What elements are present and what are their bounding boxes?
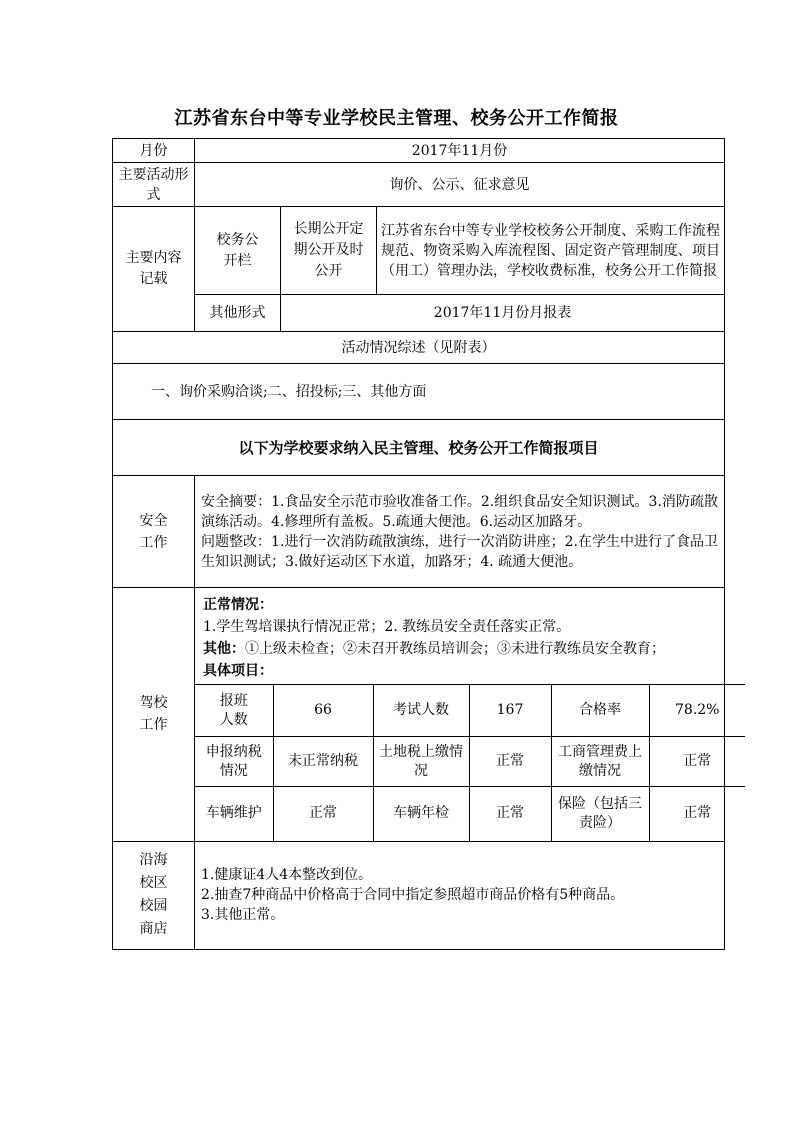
other-form-label: 其他形式 xyxy=(195,295,281,332)
table-row xyxy=(195,787,745,841)
exam-count-label: 考试人数 xyxy=(373,685,469,737)
month-value: 2017年11月份 xyxy=(195,139,725,163)
month-row xyxy=(113,139,725,163)
exam-count-value: 167 xyxy=(469,685,551,737)
required-items-heading: 以下为学校要求纳入民主管理、校务公开工作简报项目 xyxy=(113,420,725,476)
table-row xyxy=(195,737,745,787)
pass-rate-value: 78.2% xyxy=(649,685,745,737)
store-content xyxy=(195,841,725,949)
safety-row xyxy=(113,476,725,588)
activity-form-row xyxy=(113,163,725,207)
activity-summary-value: 一、询价采购洽谈;二、招投标;三、其他方面 xyxy=(113,364,725,420)
vehicle-maintenance-value: 正常 xyxy=(273,787,373,841)
annual-inspection-label: 车辆年检 xyxy=(373,787,469,841)
driving-other-heading: 其他： xyxy=(203,641,245,657)
driving-other-text: ①上级未检查；②未召开教练员培训会；③未进行教练员安全教育； xyxy=(245,641,665,657)
other-form-value: 2017年11月份月报表 xyxy=(281,295,725,332)
activity-summary-label: 活动情况综述（见附表） xyxy=(113,332,725,364)
vehicle-maintenance-label: 车辆维护 xyxy=(195,787,273,841)
safety-issues: 问题整改：1.进行一次消防疏散演练，进行一次消防讲座；2.在学生中进行了食品卫生知识测试；3.做好运动区下水道，加路牙；4. 疏通大便池。 xyxy=(201,533,719,570)
board-row xyxy=(113,207,725,295)
activity-form-label: 主要活动形式 xyxy=(113,163,195,207)
report-table xyxy=(112,138,725,950)
pass-rate-label: 合格率 xyxy=(551,685,649,737)
enrollment-label: 报班人数 xyxy=(195,685,273,737)
driving-row xyxy=(113,588,725,842)
store-line: 2.抽查7种商品中价格高于合同中指定参照超市商品价格有5种商品。 xyxy=(201,887,625,903)
main-content-label: 主要内容记载 xyxy=(113,207,195,332)
driving-normal-text: 1.学生驾培课执行情况正常；2. 教练员安全责任落实正常。 xyxy=(203,619,571,635)
land-tax-value: 正常 xyxy=(469,737,551,787)
driving-other xyxy=(203,638,716,660)
safety-content xyxy=(195,476,725,588)
insurance-label: 保险（包括三责险） xyxy=(551,787,649,841)
page-title: 江苏省东台中等专业学校民主管理、校务公开工作简报 xyxy=(174,108,619,129)
board-types: 长期公开定期公开及时公开 xyxy=(281,207,377,295)
board-content: 江苏省东台中等专业学校校务公开制度、采购工作流程规范、物资采购入库流程图、固定资产管理制度、项目（用工）管理办法，学校收费标准，校务公开工作简报 xyxy=(377,207,725,295)
driving-items-heading: 具体项目： xyxy=(203,663,273,679)
land-tax-label: 土地税上缴情况 xyxy=(373,737,469,787)
activity-summary-value-row xyxy=(113,364,725,420)
business-fee-value: 正常 xyxy=(649,737,745,787)
tax-value: 未正常纳税 xyxy=(273,737,373,787)
driving-label: 驾校工作 xyxy=(113,588,195,842)
insurance-value: 正常 xyxy=(649,787,745,841)
driving-text xyxy=(195,588,724,684)
driving-normal-heading: 正常情况： xyxy=(203,597,273,613)
activity-form-value: 询价、公示、征求意见 xyxy=(195,163,725,207)
tax-label: 申报纳税情况 xyxy=(195,737,273,787)
other-form-row xyxy=(113,295,725,332)
driving-content xyxy=(195,588,725,842)
safety-label: 安全工作 xyxy=(113,476,195,588)
store-line: 1.健康证4人4本整改到位。 xyxy=(201,867,373,883)
month-label: 月份 xyxy=(113,139,195,163)
annual-inspection-value: 正常 xyxy=(469,787,551,841)
board-label: 校务公开栏 xyxy=(195,207,281,295)
safety-summary: 安全摘要：1.食品安全示范市验收准备工作。2.组织食品安全知识测试。3.消防疏散演练活动。4.修理所有盖板。5.疏通大便池。6.运动区加路牙。 xyxy=(201,493,719,530)
business-fee-label: 工商管理费上缴情况 xyxy=(551,737,649,787)
driving-items-table xyxy=(195,684,745,841)
enrollment-value: 66 xyxy=(273,685,373,737)
required-items-row xyxy=(113,420,725,476)
activity-summary-row xyxy=(113,332,725,364)
store-row xyxy=(113,841,725,949)
store-line: 3.其他正常。 xyxy=(201,907,285,923)
store-label: 沿海校区校园商店 xyxy=(113,841,195,949)
table-row xyxy=(195,685,745,737)
